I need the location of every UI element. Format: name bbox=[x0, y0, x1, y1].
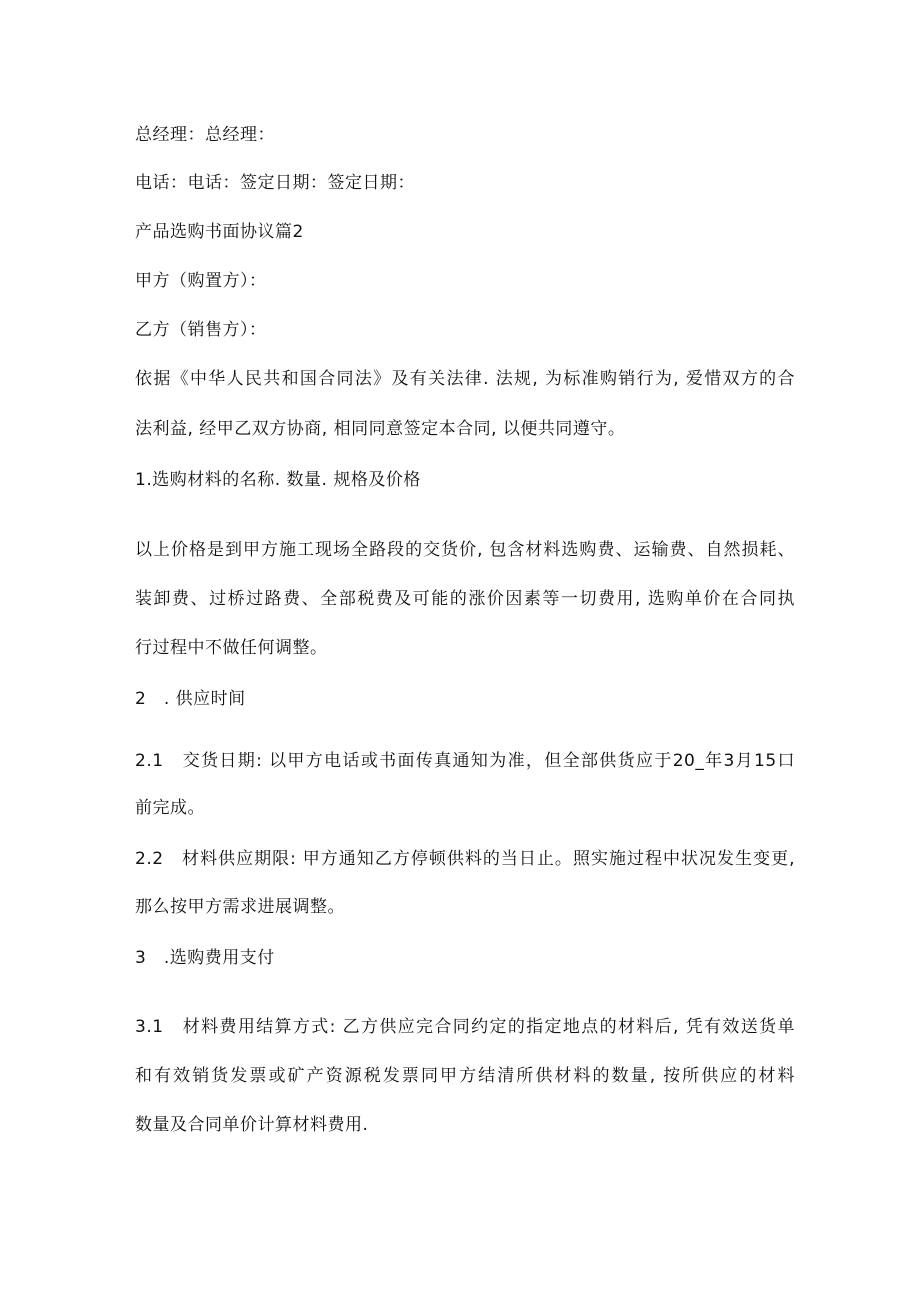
clause-3-heading: 3 .选购费用支付 bbox=[135, 948, 275, 968]
price-paragraph-line-3: 行过程中不做任何调整。 bbox=[135, 638, 328, 658]
clause-3-1-line-2: 和有效销货发票或矿产资源税发票同甲方结清所供材料的数量, 按所供应的材料 bbox=[135, 1066, 795, 1086]
price-paragraph-line-1: 以上价格是到甲方施工现场全路段的交货价, 包含材料选购费、运输费、自然损耗、 bbox=[135, 540, 795, 560]
clause-2-2-line-2: 那么按甲方需求进展调整。 bbox=[135, 897, 345, 917]
clause-2-1-line-1: 2.1 交货日期: 以甲方电话或书面传真通知为准，但全部供货应于20_年3月15口 bbox=[135, 751, 795, 771]
party-b-line: 乙方（销售方）： bbox=[135, 320, 267, 340]
signature-phone-date-line: 电话：电话：签定日期：签定日期： bbox=[135, 173, 415, 193]
party-a-line: 甲方（购置方）： bbox=[135, 271, 267, 291]
clause-2-2-line-1: 2.2 材料供应期限: 甲方通知乙方停顿供料的当日止。照实施过程中状况发生变更, bbox=[135, 849, 795, 869]
section-title: 产品选购书面协议篇2 bbox=[135, 222, 304, 242]
signature-manager-line: 总经理：总经理： bbox=[135, 125, 275, 145]
clause-1-heading: 1.选购材料的名称. 数量. 规格及价格 bbox=[135, 470, 421, 490]
preamble-line-1: 依据《中华人民共和国合同法》及有关法律. 法规, 为标准购销行为, 爱惜双方的合 bbox=[135, 369, 795, 389]
clause-2-heading: 2 . 供应时间 bbox=[135, 689, 246, 709]
clause-2-1-line-2: 前完成。 bbox=[135, 798, 205, 818]
clause-3-1-line-3: 数量及合同单价计算材料费用. bbox=[135, 1115, 369, 1135]
preamble-line-2: 法利益, 经甲乙双方协商, 相同同意签定本合同, 以便共同遵守。 bbox=[135, 419, 626, 439]
clause-3-1-line-1: 3.1 材料费用结算方式: 乙方供应完合同约定的指定地点的材料后, 凭有效送货单 bbox=[135, 1017, 795, 1037]
price-paragraph-line-2: 装卸费、过桥过路费、全部税费及可能的涨价因素等一切费用, 选购单价在合同执 bbox=[135, 589, 795, 609]
